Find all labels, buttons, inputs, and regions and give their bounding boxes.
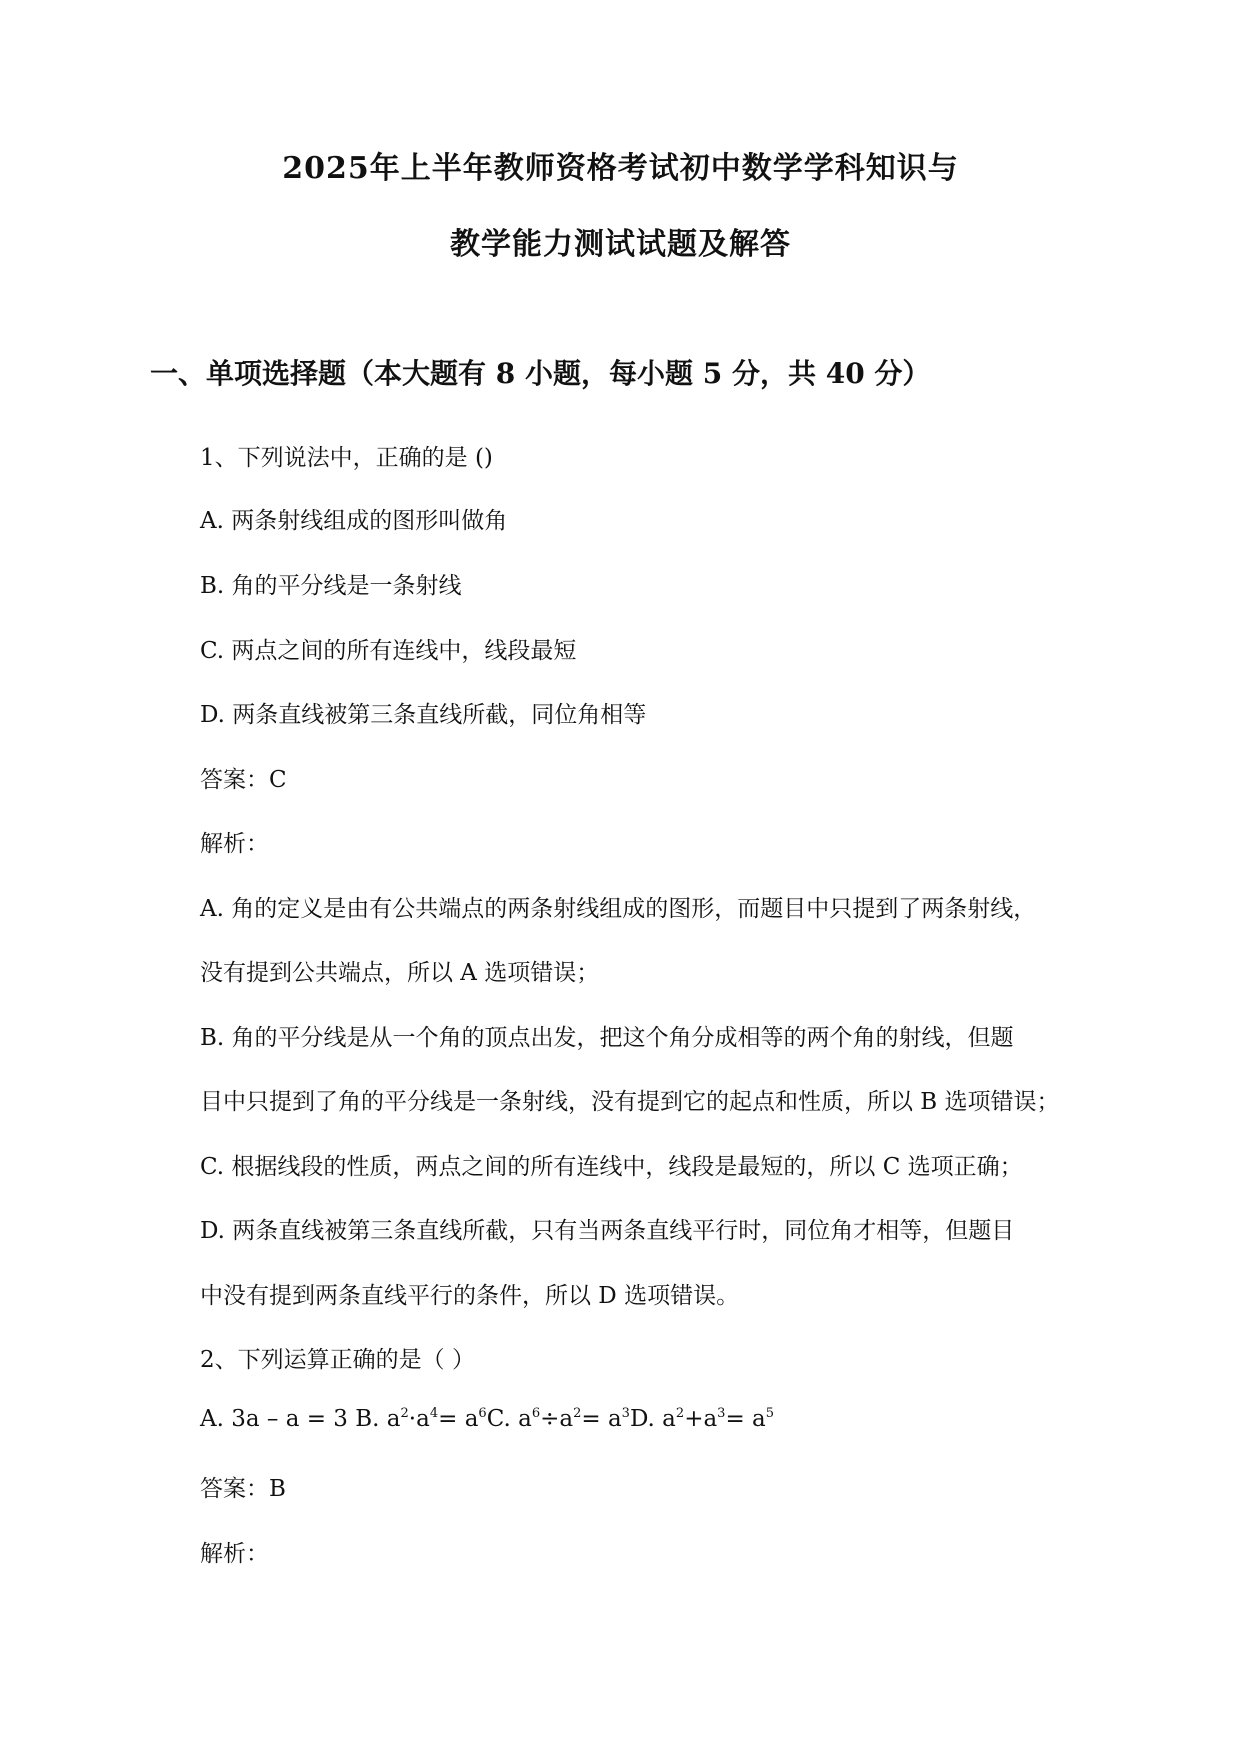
question-1-analysis-line: B. 角的平分线是从一个角的顶点出发，把这个角分成相等的两个角的射线，但题 [200,1025,1014,1051]
question-1-analysis-line: 目中只提到了角的平分线是一条射线，没有提到它的起点和性质，所以 B 选项错误； [200,1089,1060,1115]
question-1-option-c: C. 两点之间的所有连线中，线段最短 [200,638,577,664]
question-1-analysis-line: A. 角的定义是由有公共端点的两条射线组成的图形，而题目中只提到了两条射线， [200,896,1037,922]
question-2-options [200,1406,774,1432]
question-1-answer: 答案：C [200,767,287,793]
question-1-analysis-label: 解析： [200,831,269,857]
section-heading: 一、单项选择题（本大题有 8 小题，每小题 5 分，共 40 分） [150,357,931,390]
question-1-analysis-line: D. 两条直线被第三条直线所截，只有当两条直线平行时，同位角才相等，但题目 [200,1218,1015,1244]
question-1-option-b: B. 角的平分线是一条射线 [200,573,462,599]
question-1-stem: 1、下列说法中，正确的是 () [200,445,493,471]
question-1-analysis-line: 中没有提到两条直线平行的条件，所以 D 选项错误。 [200,1283,740,1309]
document-title-line-2: 教学能力测试试题及解答 [450,227,791,262]
question-2-option-a: A. 3a – a = 3 [200,1406,348,1432]
question-2-analysis-label: 解析： [200,1541,269,1567]
question-2-option-b: B. $a^2\cdot a^4= a^6$ [355,1406,487,1432]
question-2-stem: 2、下列运算正确的是（ ） [200,1347,475,1373]
question-1-option-d: D. 两条直线被第三条直线所截，同位角相等 [200,702,647,728]
question-2-option-c: C. $a^6\div a^2= a^3$ [486,1406,630,1432]
question-2-answer: 答案：B [200,1476,286,1502]
question-1-analysis-line: C. 根据线段的性质，两点之间的所有连线中，线段是最短的，所以 C 选项正确； [200,1154,1023,1180]
question-1-analysis-line: 没有提到公共端点，所以 A 选项错误； [200,960,600,986]
document-title-line-1: 2025年上半年教师资格考试初中数学学科知识与 [282,151,959,186]
question-1-option-a: A. 两条射线组成的图形叫做角 [200,508,508,534]
question-2-option-d: D. $a^2+a^3= a^5$ [629,1406,775,1432]
